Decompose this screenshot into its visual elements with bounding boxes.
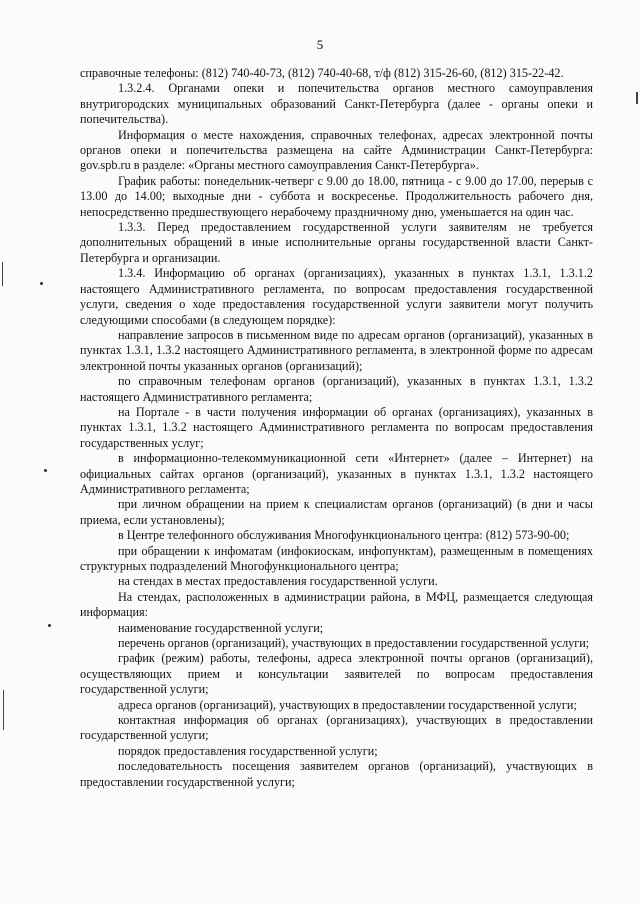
paragraph-call-center: в Центре телефонного обслуживания Многофункционального центра: (812) 573-90-00; — [118, 528, 570, 543]
paragraph-visit-order: последовательность посещения заявителем органов (организаций), участвующих в предоставлении государственной услуги; — [80, 759, 593, 789]
margin-dot-top — [40, 282, 43, 285]
paragraph-written-requests: направление запросов в письменном виде по адресам органов (организаций), указанных в пунктах 1.3.1, 1.3.2 настоящего Административного регламента, в электронной форме по адресам электронной почты указанных органов (организаций); — [80, 327, 593, 373]
paragraph-portal: на Портале - в части получения информации об органах (организациях), указанных в пунктах 1.3.1, 1.3.2 настоящего Административного регламента по вопросам предоставления государственных услуг; — [80, 404, 593, 450]
paragraph-stands-places: на стендах в местах предоставления государственной услуги. — [118, 574, 438, 589]
left-edge-mark-lower — [3, 690, 4, 730]
left-edge-mark-upper — [2, 262, 3, 286]
margin-dot-middle — [44, 469, 47, 472]
paragraph-addresses: адреса органов (организаций), участвующих в предоставлении государственной услуги; — [118, 697, 577, 712]
paragraph-stands-admin: На стендах, расположенных в администрации района, в МФЦ, размещается следующая информация: — [80, 589, 593, 620]
document-body — [80, 66, 593, 790]
paragraph-work-mode: график (режим) работы, телефоны, адреса электронной почты органов (организаций), осуществляющих прием и консультации заявителей по вопросам предоставления государственной услуги; — [80, 651, 593, 697]
paragraph-1-3-4: 1.3.4. Информацию об органах (организациях), указанных в пунктах 1.3.1, 1.3.1.2 настоящего Административного регламента, по вопросам предоставления государственной услуги, сведения о ходе предоставления государственной услуги заявители могут получить следующими способами (в следующем порядке): — [80, 266, 593, 327]
paragraph-procedure: порядок предоставления государственной услуги; — [118, 743, 378, 758]
paragraph-phones-continued: справочные телефоны: (812) 740-40-73, (812) 740-40-68, т/ф (812) 315-26-60, (812) 315-22-42. — [80, 66, 564, 80]
paragraph-infomats: при обращении к инфоматам (инфокиоскам, инфопунктам), размещенным в помещениях структурных подразделений Многофункционального центра; — [80, 543, 593, 573]
paragraph-service-name: наименование государственной услуги; — [118, 620, 324, 635]
paragraph-phone-info: по справочным телефонам органов (организаций), указанных в пунктах 1.3.1, 1.3.2 настоящего Административного регламента; — [80, 374, 593, 404]
paragraph-internet: в информационно-телекоммуникационной сети «Интернет» (далее – Интернет) на официальных сайтах органов (организаций), указанных в пунктах 1.3.1, 1.3.2 настоящего Административного регламента; — [80, 451, 593, 496]
margin-dot-bottom — [48, 624, 51, 627]
paragraph-info-location: Информация о месте нахождения, справочных телефонах, адресах электронной почты органов опеки и попечительства размещена на сайте Администрации Санкт-Петербурга: gov.spb.ru в разделе: «Органы местного самоуправления Санкт-Петербурга». — [80, 127, 593, 173]
paragraph-personal-visit: при личном обращении на прием к специалистам органов (организаций) (в дни и часы приема, если установлены); — [80, 497, 593, 527]
paragraph-1-3-3: 1.3.3. Перед предоставлением государственной услуги заявителям не требуется дополнительных обращений в иные исполнительные органы государственной власти Санкт-Петербурга и организации. — [80, 220, 593, 265]
paragraph-schedule: График работы: понедельник-четверг с 9.00 до 18.00, пятница - с 9.00 до 17.00, перерыв с 13.00 до 14.00; выходные дни - суббота и воскресенье. Продолжительность рабочего дня, непосредственно предшествующего нерабочему праздничному дню, уменьшается на один час. — [80, 173, 593, 219]
paragraph-bodies-list: перечень органов (организаций), участвующих в предоставлении государственной услуги; — [118, 636, 590, 651]
paragraph-contacts: контактная информация об органах (организациях), участвующих в предоставлении государственной услуги; — [80, 713, 593, 743]
right-edge-mark — [636, 92, 638, 104]
paragraph-1-3-2-4: 1.3.2.4. Органами опеки и попечительства органов местного самоуправления внутригородских муниципальных образований Санкт-Петербурга (далее - органы опеки и попечительства). — [80, 81, 593, 127]
page-number: 5 — [316, 37, 324, 52]
